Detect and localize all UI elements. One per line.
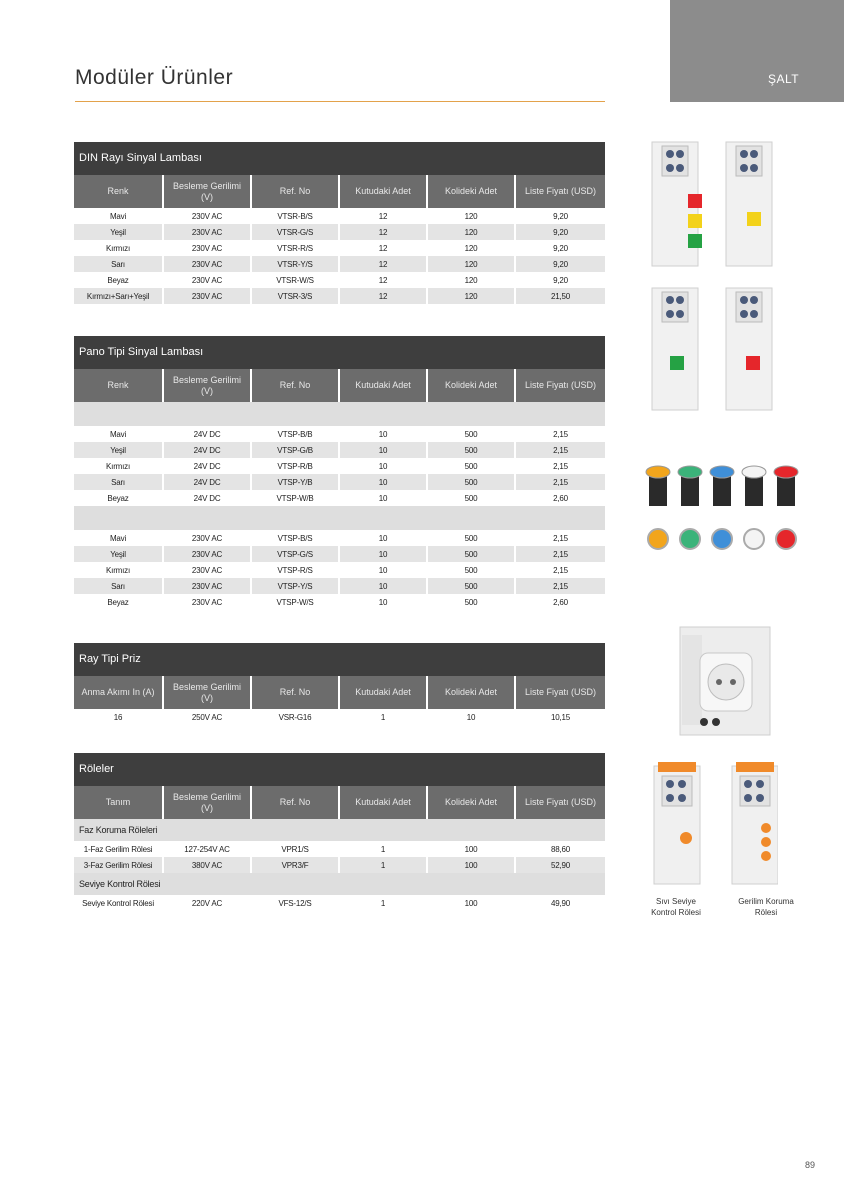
col-header: Ref. No: [251, 786, 339, 819]
caption-line: Gerilim Koruma: [738, 897, 794, 906]
table-cell: 500: [427, 490, 515, 506]
table-cell: VTSP-R/S: [251, 562, 339, 578]
table-cell: 500: [427, 458, 515, 474]
table-cell: VTSP-G/B: [251, 442, 339, 458]
table-row: [74, 530, 605, 546]
table-cell: 220V AC: [163, 895, 251, 911]
table-cell: 1: [339, 841, 427, 857]
table-cell: Sarı: [74, 578, 163, 594]
col-header: Kutudaki Adet: [339, 786, 427, 819]
table-cell: 24V DC: [163, 490, 251, 506]
table-cell: 1-Faz Gerilim Rölesi: [83, 844, 153, 854]
pano-header-row: [74, 369, 605, 402]
table-cell: 127-254V AC: [163, 841, 251, 857]
din-section-title: DIN Rayı Sinyal Lambası: [74, 142, 605, 175]
table-cell: 9,20: [515, 224, 605, 240]
table-cell: 230V AC: [163, 272, 251, 288]
group-spacer: [74, 506, 605, 530]
table-cell: VTSP-B/B: [251, 426, 339, 442]
table-cell: 49,90: [515, 895, 605, 911]
role-section: [74, 753, 605, 911]
section-tab-label: ŞALT: [768, 72, 800, 86]
col-header: Renk: [74, 369, 163, 402]
table-cell: 230V AC: [163, 578, 251, 594]
panel-lamp: [774, 466, 798, 549]
col-header: Besleme Gerilimi (V): [163, 175, 251, 208]
table-cell: 500: [427, 546, 515, 562]
rail-socket-image: [678, 625, 772, 737]
table-cell: 2,15: [515, 578, 605, 594]
table-cell: 500: [427, 474, 515, 490]
table-cell: VTSR-Y/S: [251, 256, 339, 272]
table-row: [74, 562, 605, 578]
priz-section: [74, 643, 605, 725]
table-cell: 24V DC: [163, 442, 251, 458]
col-header: Ref. No: [251, 369, 339, 402]
role-group1-body: [74, 841, 605, 873]
table-row: [74, 594, 605, 610]
col-header: Renk: [74, 175, 163, 208]
table-cell: Mavi: [109, 429, 127, 439]
group-label: Seviye Kontrol Rölesi: [74, 873, 605, 895]
table-cell: 24V DC: [163, 458, 251, 474]
table-row: [74, 474, 605, 490]
group-label-row: [74, 873, 605, 895]
table-cell: VTSP-G/S: [251, 546, 339, 562]
table-cell: Kırmızı+Sarı+Yeşil: [74, 288, 163, 304]
table-cell: VFS-12/S: [251, 895, 339, 911]
table-cell: VPR1/S: [251, 841, 339, 857]
table-cell: 12: [339, 224, 427, 240]
din-section: [74, 142, 605, 304]
table-cell: 9,20: [515, 272, 605, 288]
din-lamp-image-2: [648, 286, 774, 414]
table-cell: 2,15: [515, 562, 605, 578]
table-cell: VTSP-W/S: [251, 594, 339, 610]
table-cell: 10: [339, 530, 427, 546]
table-cell: Kırmızı: [106, 243, 130, 253]
table-cell: 500: [427, 578, 515, 594]
col-header: Kolideki Adet: [427, 175, 515, 208]
table-cell: 24V DC: [163, 474, 251, 490]
role-table: [74, 786, 605, 911]
col-header: Anma Akımı In (A): [74, 676, 163, 709]
priz-table: [74, 676, 605, 725]
caption-line: Kontrol Rölesi: [651, 908, 701, 917]
table-row: [74, 458, 605, 474]
table-cell: 230V AC: [163, 594, 251, 610]
caption-line: Rölesi: [754, 908, 778, 917]
pano-group2-body: [74, 530, 605, 610]
table-row: [74, 895, 605, 911]
table-cell: 21,50: [515, 288, 605, 304]
table-cell: 230V AC: [163, 546, 251, 562]
din-lamp-image: [648, 140, 774, 272]
col-header: Ref. No: [251, 676, 339, 709]
table-cell: 2,60: [515, 490, 605, 506]
col-header: Besleme Gerilimi (V): [163, 676, 251, 709]
table-cell: 2,60: [515, 594, 605, 610]
panel-lamp: [710, 466, 734, 549]
table-cell: 12: [339, 272, 427, 288]
caption-line: Sıvı Seviye: [655, 897, 696, 906]
table-cell: 2,15: [515, 426, 605, 442]
table-cell: VTSR-3/S: [251, 288, 339, 304]
table-cell: 9,20: [515, 240, 605, 256]
table-cell: 120: [427, 240, 515, 256]
table-cell: 52,90: [515, 857, 605, 873]
table-cell: 500: [427, 562, 515, 578]
role-group2-header: [74, 873, 605, 895]
col-header: Tanım: [74, 786, 163, 819]
table-row: [74, 841, 605, 857]
group-label-row: [74, 819, 605, 841]
page-number: 89: [805, 1160, 816, 1170]
table-cell: Yeşil: [74, 546, 163, 562]
table-cell: Beyaz: [107, 597, 129, 607]
table-cell: 120: [427, 272, 515, 288]
table-cell: 12: [339, 256, 427, 272]
table-cell: 120: [427, 224, 515, 240]
pano-group1-body: [74, 426, 605, 506]
table-row: [74, 546, 605, 562]
col-header: Liste Fiyatı (USD): [515, 786, 605, 819]
table-cell: Yeşil: [74, 442, 163, 458]
table-cell: 230V AC: [163, 562, 251, 578]
table-cell: 1: [339, 895, 427, 911]
table-cell: 230V AC: [163, 530, 251, 546]
table-cell: 120: [427, 288, 515, 304]
table-cell: 2,15: [515, 530, 605, 546]
table-cell: 10: [339, 442, 427, 458]
table-cell: 2,15: [515, 546, 605, 562]
table-cell: 10: [339, 490, 427, 506]
title-divider: [75, 101, 605, 102]
pano-section-title: Pano Tipi Sinyal Lambası: [74, 336, 605, 369]
group-spacer: [74, 402, 605, 426]
table-row: [74, 240, 605, 256]
table-cell: 88,60: [515, 841, 605, 857]
table-row: [74, 442, 605, 458]
table-cell: 10: [339, 594, 427, 610]
din-header-row: [74, 175, 605, 208]
relay-image: [648, 758, 778, 890]
table-cell: 500: [427, 530, 515, 546]
table-cell: 10: [339, 474, 427, 490]
table-cell: 230V AC: [163, 208, 251, 224]
role-group2-body: [74, 895, 605, 911]
table-cell: 500: [427, 594, 515, 610]
table-row: [74, 288, 605, 304]
group-label: Faz Koruma Röleleri: [74, 819, 605, 841]
table-cell: Sarı: [74, 474, 163, 490]
caption-sivi-seviye: [636, 896, 716, 918]
table-cell: Seviye Kontrol Rölesi: [82, 898, 154, 908]
panel-lamp: [678, 466, 702, 549]
table-cell: VSR-G16: [251, 709, 339, 725]
table-row: [74, 426, 605, 442]
table-cell: 230V AC: [163, 256, 251, 272]
section-tab: [670, 0, 844, 102]
table-cell: Mavi: [109, 533, 127, 543]
table-cell: VTSP-B/S: [251, 530, 339, 546]
table-cell: 230V AC: [163, 240, 251, 256]
table-cell: 380V AC: [163, 857, 251, 873]
table-cell: Beyaz: [107, 275, 129, 285]
pano-section: [74, 336, 605, 610]
table-cell: VTSR-R/S: [251, 240, 339, 256]
table-cell: 12: [339, 208, 427, 224]
table-cell: 500: [427, 442, 515, 458]
table-row: [74, 578, 605, 594]
col-header: Besleme Gerilimi (V): [163, 369, 251, 402]
table-cell: Mavi: [109, 211, 127, 221]
table-cell: 10: [339, 458, 427, 474]
panel-lamp: [742, 466, 766, 549]
table-cell: 16: [113, 712, 123, 722]
table-cell: Sarı: [74, 256, 163, 272]
table-row: [74, 256, 605, 272]
table-cell: VPR3/F: [251, 857, 339, 873]
table-cell: 2,15: [515, 442, 605, 458]
page-title: Modüler Ürünler: [75, 66, 234, 89]
priz-header-row: [74, 676, 605, 709]
table-cell: 12: [339, 240, 427, 256]
col-header: Kolideki Adet: [427, 786, 515, 819]
table-cell: Beyaz: [107, 493, 129, 503]
pano-table: [74, 369, 605, 610]
priz-body: [74, 709, 605, 725]
table-cell: 10: [339, 546, 427, 562]
table-cell: 10: [339, 562, 427, 578]
table-row: [74, 208, 605, 224]
table-cell: 500: [427, 426, 515, 442]
table-cell: 100: [427, 841, 515, 857]
table-cell: 250V AC: [163, 709, 251, 725]
table-cell: VTSR-G/S: [251, 224, 339, 240]
table-row: [74, 857, 605, 873]
table-cell: 10: [339, 578, 427, 594]
col-header: Kutudaki Adet: [339, 676, 427, 709]
col-header: Liste Fiyatı (USD): [515, 369, 605, 402]
table-cell: 230V AC: [163, 288, 251, 304]
role-section-title: Röleler: [74, 753, 605, 786]
panel-lamp: [646, 466, 670, 549]
table-cell: 3-Faz Gerilim Rölesi: [74, 857, 163, 873]
table-cell: VTSP-W/B: [251, 490, 339, 506]
col-header: Liste Fiyatı (USD): [515, 676, 605, 709]
table-cell: 2,15: [515, 458, 605, 474]
table-row: [74, 272, 605, 288]
table-cell: VTSP-Y/S: [251, 578, 339, 594]
table-cell: 9,20: [515, 208, 605, 224]
table-cell: VTSR-W/S: [251, 272, 339, 288]
table-cell: 24V DC: [163, 426, 251, 442]
table-row: [74, 709, 605, 725]
col-header: Kutudaki Adet: [339, 175, 427, 208]
priz-section-title: Ray Tipi Priz: [74, 643, 605, 676]
pano-body-2: [74, 506, 605, 530]
table-cell: 2,15: [515, 474, 605, 490]
table-cell: 100: [427, 857, 515, 873]
table-cell: 12: [339, 288, 427, 304]
table-row: [74, 224, 605, 240]
col-header: Besleme Gerilimi (V): [163, 786, 251, 819]
table-cell: VTSP-R/B: [251, 458, 339, 474]
table-cell: 1: [339, 709, 427, 725]
role-header-row: [74, 786, 605, 819]
caption-gerilim-koruma: [724, 896, 808, 918]
pano-body-1: [74, 402, 605, 426]
table-cell: Yeşil: [74, 224, 163, 240]
col-header: Kolideki Adet: [427, 676, 515, 709]
table-row: [74, 490, 605, 506]
table-cell: VTSP-Y/B: [251, 474, 339, 490]
table-cell: 1: [339, 857, 427, 873]
col-header: Ref. No: [251, 175, 339, 208]
table-cell: 10,15: [515, 709, 605, 725]
table-cell: 230V AC: [163, 224, 251, 240]
table-cell: 9,20: [515, 256, 605, 272]
role-group1-header: [74, 819, 605, 841]
table-cell: 120: [427, 256, 515, 272]
din-table: [74, 175, 605, 304]
table-cell: Kırmızı: [106, 565, 130, 575]
col-header: Kutudaki Adet: [339, 369, 427, 402]
panel-lamps-image: [640, 460, 804, 556]
table-cell: 100: [427, 895, 515, 911]
din-body: [74, 208, 605, 304]
table-cell: 10: [339, 426, 427, 442]
table-cell: Kırmızı: [106, 461, 130, 471]
table-cell: 120: [427, 208, 515, 224]
col-header: Kolideki Adet: [427, 369, 515, 402]
col-header: Liste Fiyatı (USD): [515, 175, 605, 208]
table-cell: 10: [427, 709, 515, 725]
table-cell: VTSR-B/S: [251, 208, 339, 224]
